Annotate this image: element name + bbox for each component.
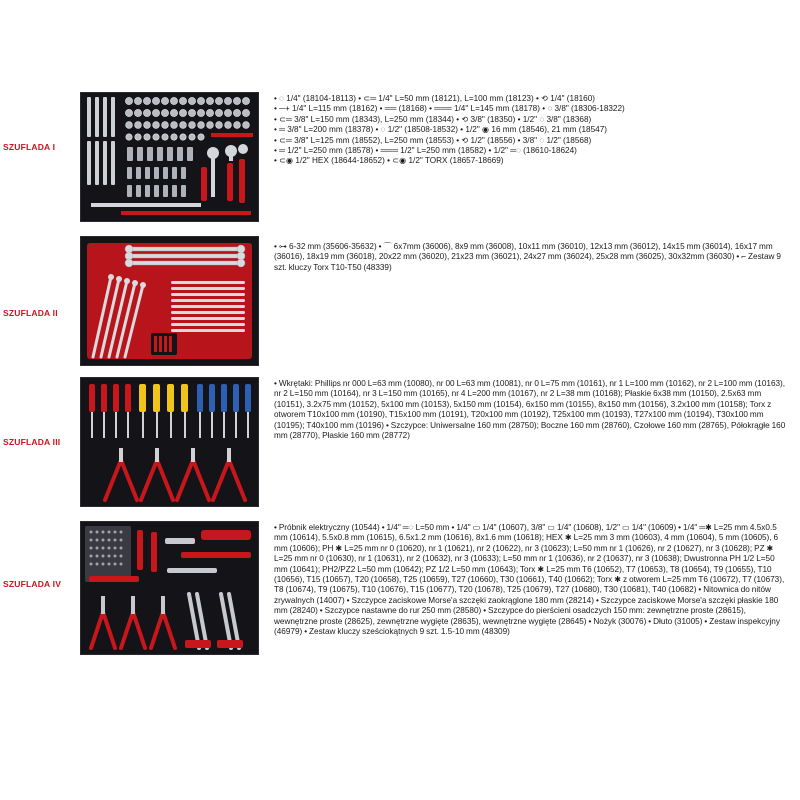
spec-line: • ═ 1/2" L=250 mm (18578) • ═══ 1/2" L=250 mm (18582) • 1/2" ═◌ (18610-18624) <box>274 146 577 156</box>
drawer-label: SZUFLADA III <box>3 437 61 447</box>
drawer-1 <box>0 92 800 222</box>
drawer-3 <box>0 377 800 507</box>
drawer-label: SZUFLADA I <box>3 142 56 152</box>
drawer-label: SZUFLADA II <box>3 308 58 318</box>
drawer-4 <box>0 521 800 701</box>
drawer-2 <box>0 236 800 366</box>
screwdrivers-pliers-tray-illustration <box>81 378 258 506</box>
tool-tray-image <box>80 521 259 655</box>
spec-line: • ═ 3/8" L=200 mm (18378) • ◌ 1/2" (18508-18532) • 1/2" ◉ 16 mm (18546), 21 mm (18547) <box>274 125 608 135</box>
tool-tray-image <box>80 92 259 222</box>
drawer-2-contents: • ⊶ 6-32 mm (35606-35632) • ⌒ 6x7mm (36006), 8x9 mm (36008), 10x11 mm (36010), 12x13 mm (36012), 14x15 mm (36014), 16x17 mm (36016), 18x19 mm (36018), 20x22 mm (36020), 21x23 mm (36021), 24x27 mm (36024), 25x28 mm (36025), 30x32mm (36030) • ⌐ Zestaw 9 szt. kluczy Torx T10-T50 (48339) <box>274 242 781 272</box>
spec-line: • ⊂═ 3/8" L=125 mm (18552), L=250 mm (18553) • ⟲ 1/2" (18556) • 3/8" ◌ 1/2" (18568) <box>274 135 592 145</box>
bits-pliers-tray-illustration <box>81 522 258 654</box>
spec-line: • ─+ 1/4" L=115 mm (18162) • ══ (18168) • ═══ 1/4" L=145 mm (18178) • ◌ 3/8" (18306-18322) <box>274 104 625 114</box>
drawer-1-contents <box>274 94 790 167</box>
tool-tray-image <box>80 236 259 366</box>
spec-line: • ◌ 1/4" (18104-18113) • ⊂═ 1/4" L=50 mm (18121), L=100 mm (18123) • ⟲ 1/4" (18160) <box>274 94 596 103</box>
drawer-3-contents: • Wkrętaki: Phillips nr 000 L=63 mm (10080), nr 00 L=63 mm (10081), nr 0 L=75 mm (10161), nr 1 L=100 mm (10162), nr 2 L=100 mm (10163), nr 2 L=150 mm (10164), nr 3 L=150 mm (10165), nr 4 L=200 mm (10167), nr 2 L=38 mm (10168); Płaskie 6x38 mm (10150), 2.5x63 mm (10151), 3.2x75 mm (10152), 5x100 mm (10153), 5x150 mm (10154), 6x150 mm (10155), 8x150 mm (10156), 3.2x100 mm (10158); Torx z otworem T10x100 mm (10190), T15x100 mm (10191), T20x100 mm (10192), T25x100 mm (10193), T27x100 mm (10194), T30x100 mm (10195); T40x100 mm (10196) • Szczypce: Uniwersalne 160 mm (28750); Boczne 160 mm (28760), Czołowe 160 mm (28765), Półokrągłe 160 mm (28770), Płaskie 160 mm (28772) <box>274 379 786 441</box>
spec-line: • ⊂◉ 1/2" HEX (18644-18652) • ⊂◉ 1/2" TORX (18657-18669) <box>274 156 504 166</box>
tool-tray-image <box>80 377 259 507</box>
drawer-label: SZUFLADA IV <box>3 579 62 589</box>
drawer-4-contents: • Próbnik elektryczny (10544) • 1/4" ═◌ L=50 mm • 1/4" ▭ 1/4" (10607), 3/8" ▭ 1/4" (10608), 1/2" ▭ 1/4" (10609) • 1/4" ═✱ L=25 mm 4.5x0.5 mm (10614), 5.5x0.8 mm (10615), 6.5x1.2 mm (10616), 8x1.6 mm (10618); HEX ✱ L=25 mm 3 mm (10603), 4 mm (10604), 5 mm (10605), 6 mm (10606); PH ✱ L=25 mm nr 0 (10620), nr 1 (10621), nr 2 (10622), nr 3 (10623); L=50 mm nr 1 (10626), nr 2 (10627), nr 3 (10628); PZ ✱ L=25 mm nr 0 (10630), nr 1 (10631), nr 2 (10632), nr 3 (10633); L=50 mm nr 1 (10636), nr 2 (10637), nr 3 (10638); Dwustronna PH 1/2 L=50 mm (10641); PH2/PZ2 L=50 mm (10642); PZ 1/2 L=50 mm (10643); Torx ✱ L=25 mm T6 (10652), T7 (10653), T8 (10654), T9 (10655), T10 (10656), T15 (10657), T20 (10658), T25 (10659), T27 (10660), T30 (10661), T40 (10662); Torx ✱ z otworem L=25 mm T6 (10672), T7 (10673), T8 (10674), T9 (10675), T10 (10676), T15 (10677), T20 (10678), T25 (10679), T27 (10680), T30 (10681), T40 (10682) • Nitownica do nitów zrywalnych (14007) • Szczypce zaciskowe Morse'a szczęki zaokrąglone 180 mm (28214) • Szczypce zaciskowe Morse'a szczęki płaskie 180 mm (28240) • Szczypce nastawne do rur 250 mm (28580) • Szczypce do pierścieni osadczych 150 mm: zewnętrzne proste (28615), wewnętrzne proste (28625), zewnętrzne wygięte (28635), wewnętrzne wygięte (28645) • Nożyk (30076) • Dłuto (31005) • Zestaw inspekcyjny (46979) • Zestaw kluczy sześciokątnych 9 szt. 1.5-10 mm (48309) <box>274 523 785 637</box>
sockets-tray-illustration <box>81 93 258 221</box>
wrenches-tray-illustration <box>81 237 258 365</box>
spec-line: • ⊂═ 3/8" L=150 mm (18343), L=250 mm (18344) • ⟲ 3/8" (18350) • 1/2" ◌ 3/8" (18368) <box>274 114 592 124</box>
